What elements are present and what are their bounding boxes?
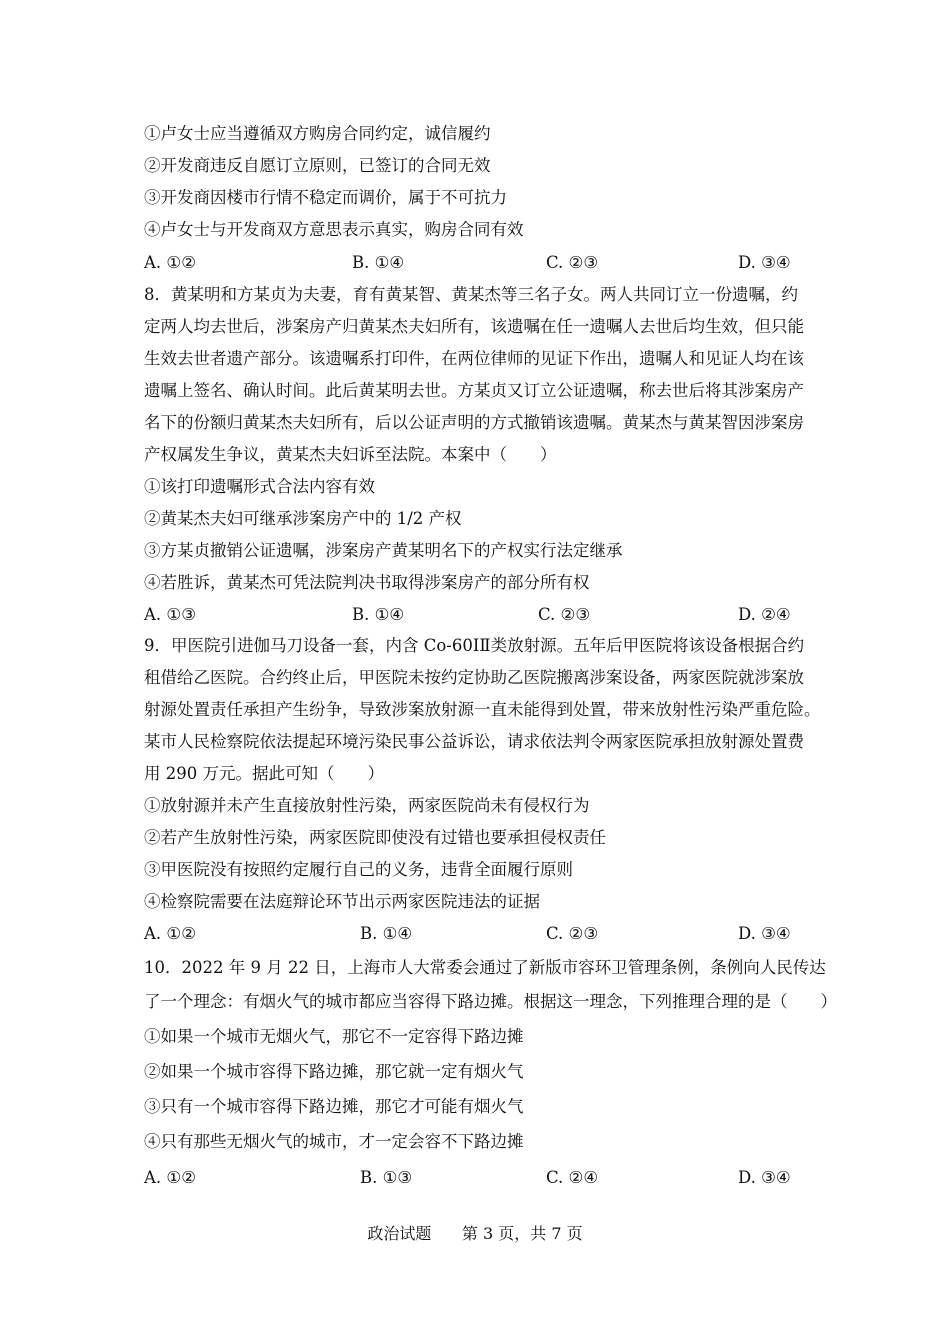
q10-statement-1: ①如果一个城市无烟火气，那它不一定容得下路边摊	[144, 1027, 524, 1046]
q10-statement-3: ③只有一个城市容得下路边摊，那它才可能有烟火气	[144, 1097, 524, 1116]
q9-stem-line: 9．甲医院引进伽马刀设备一套，内含 Co-60ⅠⅡ类放射源。五年后甲医院将该设备根据合约	[144, 636, 805, 655]
q8-statement-1: ①该打印遗嘱形式合法内容有效	[144, 477, 375, 496]
footer-subject: 政治试题	[367, 1224, 432, 1243]
q10-option-d: D. ③④	[738, 1168, 791, 1187]
q9-statement-3: ③甲医院没有按照约定履行自己的义务，违背全面履行原则	[144, 860, 573, 879]
q10-statement-4: ④只有那些无烟火气的城市，才一定会容不下路边摊	[144, 1132, 524, 1151]
q10-option-c: C. ②④	[546, 1168, 599, 1187]
q10-option-b: B. ①③	[360, 1168, 413, 1187]
q8-stem-line: 8．黄某明和方某贞为夫妻，育有黄某智、黄某杰等三名子女。两人共同订立一份遗嘱，约	[144, 285, 798, 304]
q9-option-b: B. ①④	[360, 924, 413, 943]
q8-statement-2: ②黄某杰夫妇可继承涉案房产中的 1/2 产权	[144, 509, 462, 528]
q10-option-a: A. ①②	[144, 1168, 196, 1187]
q7-statement-2: ②开发商违反自愿订立原则，已签订的合同无效	[144, 156, 491, 175]
q8-options	[144, 605, 808, 625]
q7-statement-1: ①卢女士应当遵循双方购房合同约定，诚信履约	[144, 124, 491, 143]
footer-page-info: 第 3 页，共 7 页	[461, 1224, 583, 1243]
q8-stem-line: 生效去世者遗产部分。该遗嘱系打印件，在两位律师的见证下作出，遗嘱人和见证人均在该	[144, 349, 804, 368]
q8-stem-line: 产权属发生争议，黄某杰夫妇诉至法院。本案中（ ）	[144, 445, 557, 464]
q7-option-d: D. ③④	[738, 253, 791, 272]
q9-stem-line: 用 290 万元。据此可知（ ）	[144, 764, 384, 783]
q9-stem-line: 射源处置责任承担产生纷争，导致涉案放射源一直未能得到处置，带来放射性污染严重危险。	[144, 700, 821, 719]
q7-statement-3: ③开发商因楼市行情不稳定而调价，属于不可抗力	[144, 188, 507, 207]
q9-option-d: D. ③④	[738, 924, 791, 943]
q9-options	[144, 924, 808, 944]
q8-option-c: C. ②③	[538, 605, 591, 624]
q9-stem-line: 某市人民检察院依法提起环境污染民事公益诉讼，请求依法判令两家医院承担放射源处置费	[144, 732, 804, 751]
q7-statement-4: ④卢女士与开发商双方意思表示真实，购房合同有效	[144, 220, 524, 239]
page-footer	[0, 1224, 950, 1244]
q8-statement-4: ④若胜诉，黄某杰可凭法院判决书取得涉案房产的部分所有权	[144, 573, 590, 592]
q10-options	[144, 1168, 808, 1188]
q9-statement-1: ①放射源并未产生直接放射性污染，两家医院尚未有侵权行为	[144, 796, 590, 815]
q9-option-c: C. ②③	[546, 924, 599, 943]
q8-stem-line: 定两人均去世后，涉案房产归黄某杰夫妇所有，该遗嘱在任一遗嘱人去世后均生效，但只能	[144, 317, 804, 336]
q8-stem-line: 名下的份额归黄某杰夫妇所有，后以公证声明的方式撤销该遗嘱。黄某杰与黄某智因涉案房	[144, 413, 804, 432]
q7-options	[144, 253, 808, 273]
q10-statement-2: ②如果一个城市容得下路边摊，那它就一定有烟火气	[144, 1062, 524, 1081]
q9-statement-2: ②若产生放射性污染，两家医院即使没有过错也要承担侵权责任	[144, 828, 606, 847]
q9-option-a: A. ①②	[144, 924, 196, 943]
q10-stem-line: 10．2022 年 9 月 22 日，上海市人大常委会通过了新版市容环卫管理条例，条例向人民传达	[144, 958, 826, 977]
q9-statement-4: ④检察院需要在法庭辩论环节出示两家医院违法的证据	[144, 892, 540, 911]
q8-statement-3: ③方某贞撤销公证遗嘱，涉案房产黄某明名下的产权实行法定继承	[144, 541, 623, 560]
q10-stem-line: 了一个理念：有烟火气的城市都应当容得下路边摊。根据这一理念，下列推理合理的是（ ）	[144, 992, 837, 1011]
q8-option-b: B. ①④	[352, 605, 405, 624]
q8-stem-line: 遗嘱上签名、确认时间。此后黄某明去世。方某贞又订立公证遗嘱，称去世后将其涉案房产	[144, 381, 804, 400]
q8-option-a: A. ①③	[144, 605, 196, 624]
q7-option-b: B. ①④	[352, 253, 405, 272]
q7-option-c: C. ②③	[546, 253, 599, 272]
q9-stem-line: 租借给乙医院。合约终止后，甲医院未按约定协助乙医院搬离涉案设备，两家医院就涉案放	[144, 668, 804, 687]
q7-option-a: A. ①②	[144, 253, 196, 272]
q8-option-d: D. ②④	[738, 605, 791, 624]
